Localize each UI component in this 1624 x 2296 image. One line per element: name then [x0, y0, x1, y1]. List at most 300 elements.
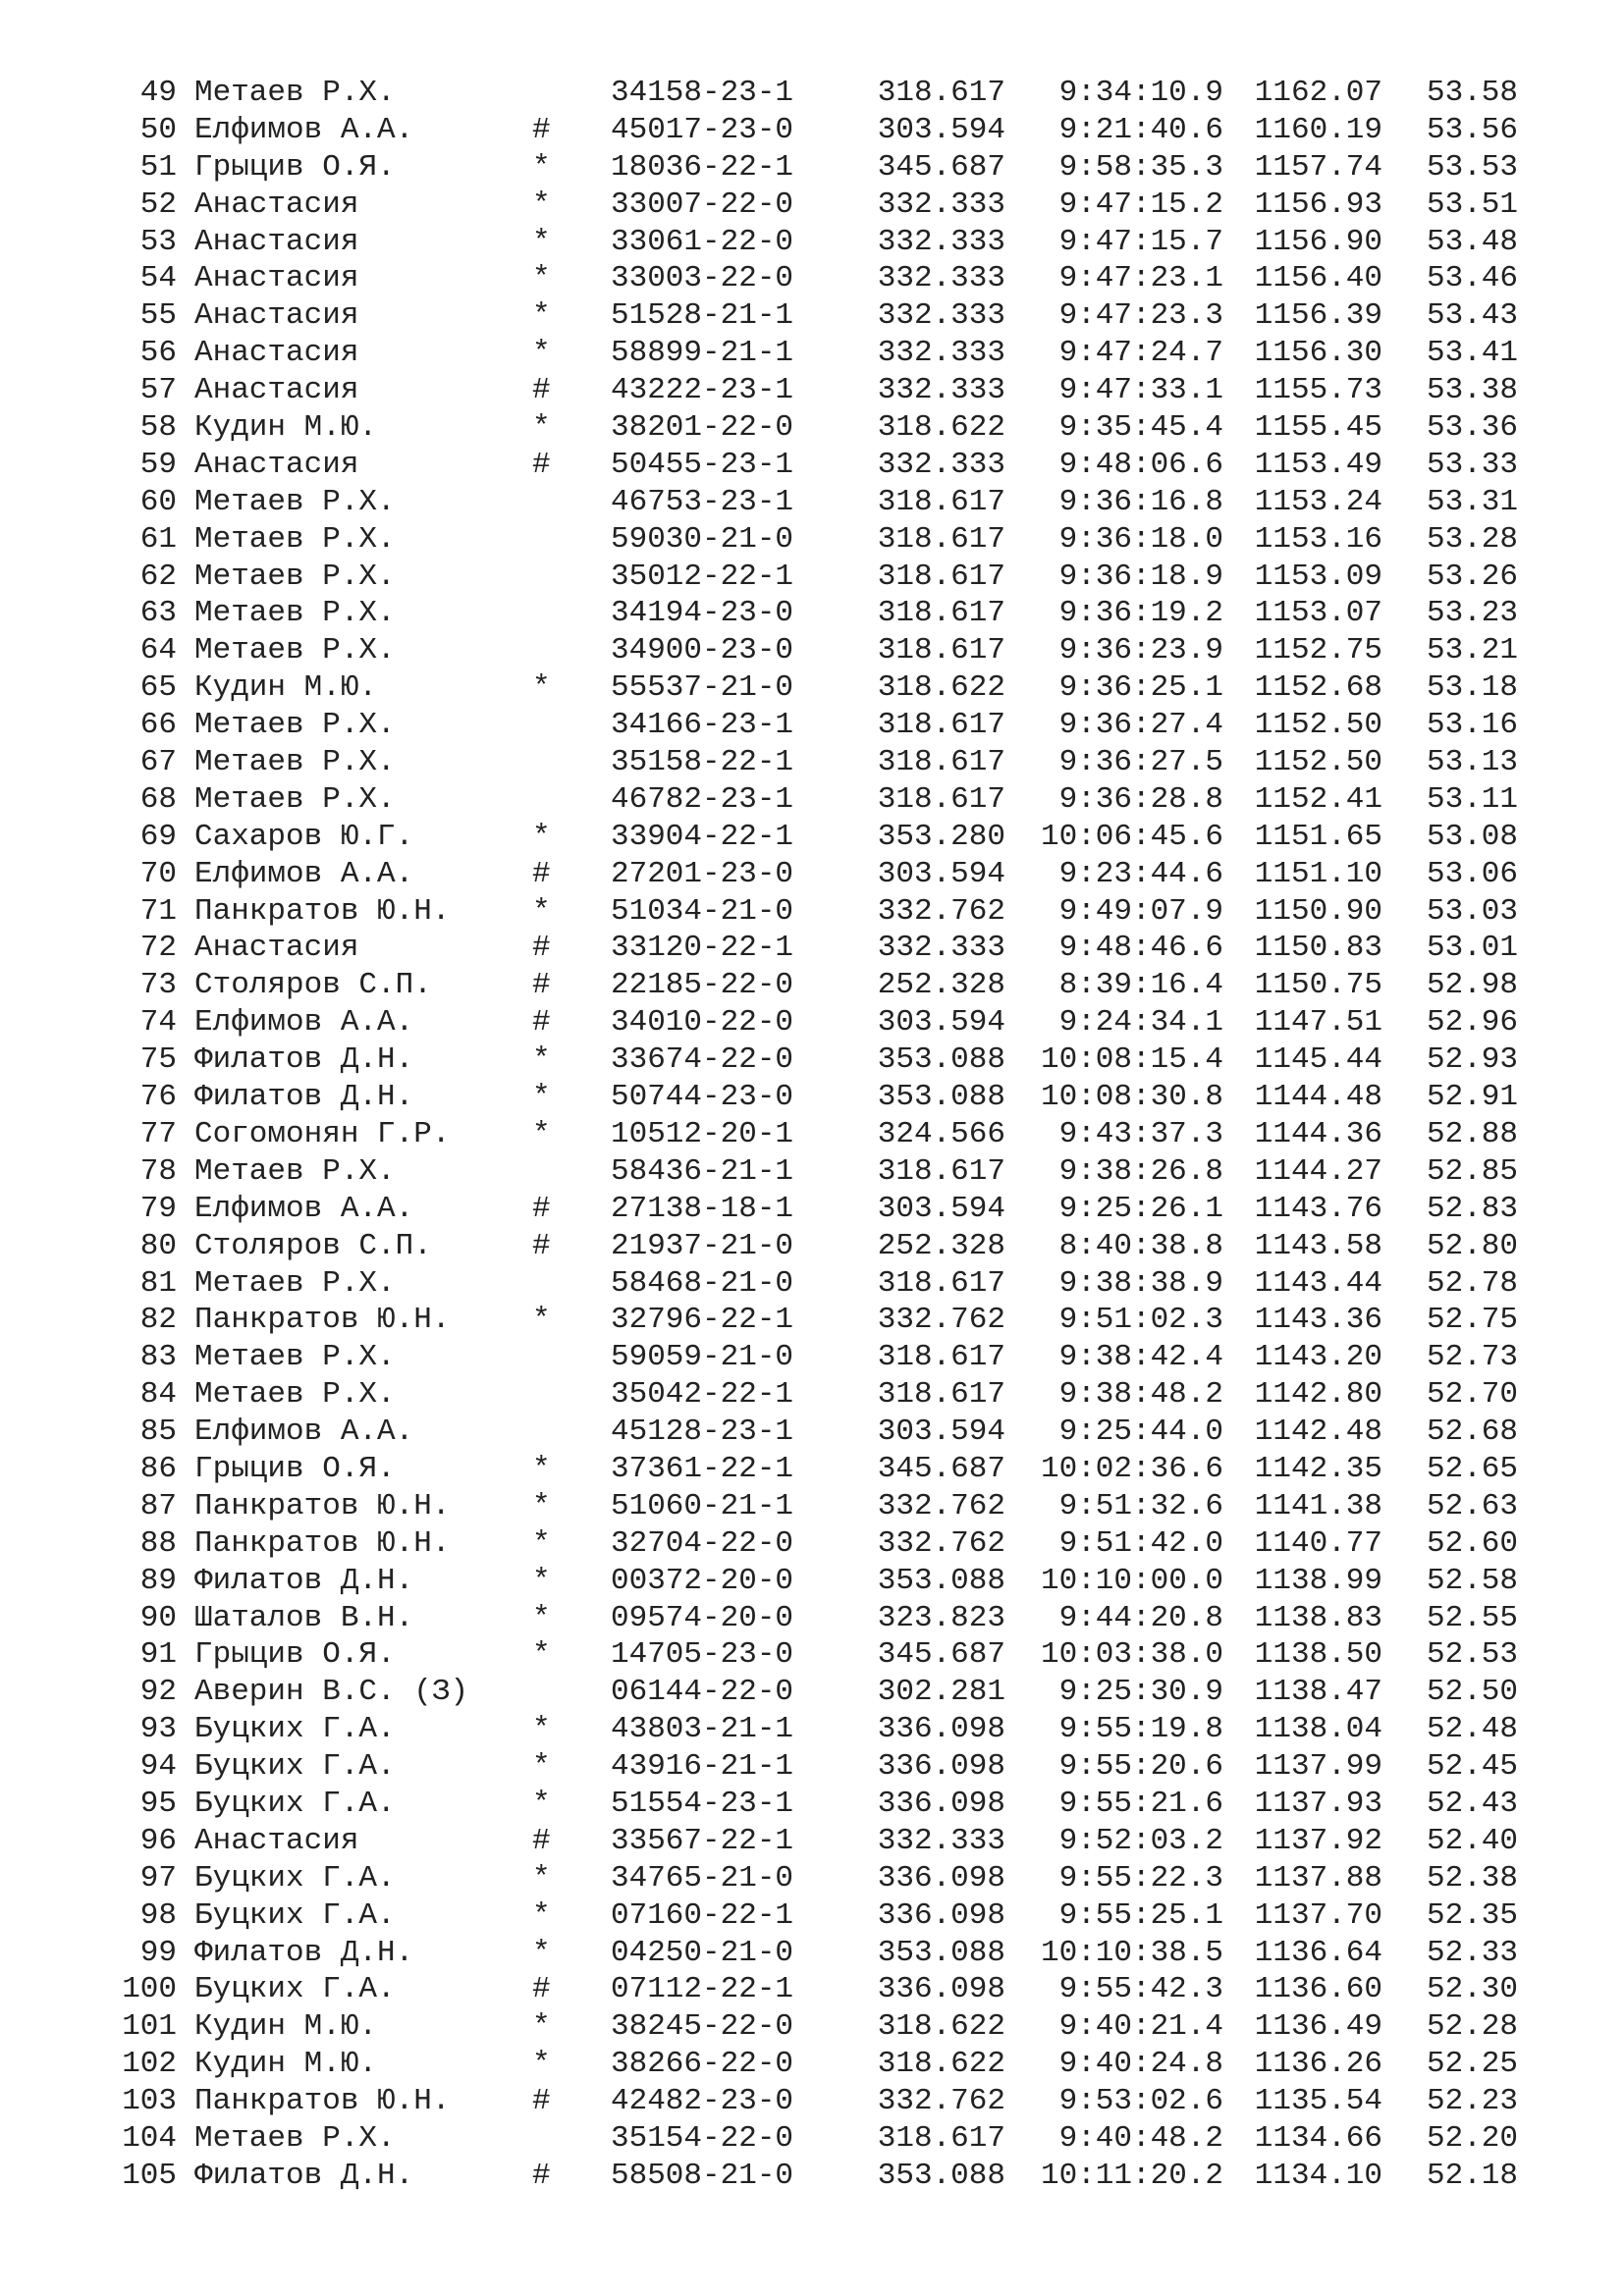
- rank-cell: 55: [139, 298, 177, 334]
- arrival-time-cell: 9:40:24.8: [1058, 2047, 1223, 2082]
- fancier-name-cell: Филатов Д.Н.: [194, 1935, 414, 1970]
- points-cell: 52.88: [1426, 1116, 1518, 1151]
- speed-cell: 1143.44: [1254, 1265, 1382, 1301]
- rank-cell: 101: [122, 2009, 177, 2045]
- speed-cell: 1150.75: [1254, 968, 1382, 1003]
- table-row: [0, 1302, 1624, 1339]
- mark-cell: *: [532, 336, 551, 371]
- fancier-name-cell: Буцких Г.А.: [194, 1972, 396, 2007]
- mark-cell: *: [532, 2009, 551, 2045]
- distance-cell: 332.762: [877, 1525, 1005, 1561]
- distance-cell: 353.088: [877, 1042, 1005, 1078]
- arrival-time-cell: 10:11:20.2: [1040, 2158, 1223, 2193]
- table-row: [0, 1860, 1624, 1897]
- distance-cell: 324.566: [877, 1116, 1005, 1151]
- distance-cell: 332.333: [877, 931, 1005, 966]
- fancier-name-cell: Буцких Г.А.: [194, 1712, 396, 1747]
- arrival-time-cell: 9:47:15.7: [1058, 224, 1223, 259]
- points-cell: 52.23: [1426, 2084, 1518, 2119]
- arrival-time-cell: 9:38:48.2: [1058, 1377, 1223, 1413]
- distance-cell: 303.594: [877, 112, 1005, 147]
- table-row: [0, 1414, 1624, 1451]
- mark-cell: *: [532, 1749, 551, 1785]
- arrival-time-cell: 9:25:44.0: [1058, 1415, 1223, 1450]
- table-row: [0, 856, 1624, 893]
- points-cell: 52.50: [1426, 1675, 1518, 1710]
- speed-cell: 1155.73: [1254, 373, 1382, 408]
- fancier-name-cell: Анастасия: [194, 1823, 359, 1858]
- table-row: [0, 781, 1624, 819]
- table-row: [0, 1191, 1624, 1228]
- ring-number-cell: 34166-23-1: [611, 708, 794, 743]
- ring-number-cell: 00372-20-0: [611, 1563, 794, 1598]
- mark-cell: *: [532, 1860, 551, 1896]
- mark-cell: *: [532, 2047, 551, 2082]
- distance-cell: 318.617: [877, 1340, 1005, 1375]
- fancier-name-cell: Анастасия: [194, 373, 359, 408]
- table-row: [0, 297, 1624, 335]
- points-cell: 53.16: [1426, 708, 1518, 743]
- ring-number-cell: 58468-21-0: [611, 1265, 794, 1301]
- ring-number-cell: 33904-22-1: [611, 819, 794, 854]
- speed-cell: 1142.48: [1254, 1415, 1382, 1450]
- rank-cell: 49: [139, 76, 177, 110]
- rank-cell: 78: [139, 1153, 177, 1189]
- points-cell: 52.53: [1426, 1637, 1518, 1673]
- table-row: [0, 1488, 1624, 1525]
- arrival-time-cell: 10:02:36.6: [1040, 1451, 1223, 1486]
- ring-number-cell: 33567-22-1: [611, 1823, 794, 1858]
- points-cell: 52.80: [1426, 1228, 1518, 1263]
- speed-cell: 1160.19: [1254, 112, 1382, 147]
- points-cell: 53.23: [1426, 596, 1518, 631]
- distance-cell: 332.762: [877, 1488, 1005, 1523]
- points-cell: 52.30: [1426, 1972, 1518, 2007]
- speed-cell: 1156.39: [1254, 298, 1382, 334]
- ring-number-cell: 35158-22-1: [611, 745, 794, 780]
- points-cell: 52.70: [1426, 1377, 1518, 1413]
- ring-number-cell: 32704-22-0: [611, 1525, 794, 1561]
- arrival-time-cell: 9:52:03.2: [1058, 1823, 1223, 1858]
- rank-cell: 71: [139, 893, 177, 929]
- table-row: [0, 893, 1624, 931]
- table-row: [0, 1636, 1624, 1674]
- rank-cell: 86: [139, 1451, 177, 1486]
- table-row: [0, 1935, 1624, 1972]
- speed-cell: 1155.45: [1254, 410, 1382, 446]
- speed-cell: 1136.26: [1254, 2047, 1382, 2082]
- speed-cell: 1152.41: [1254, 781, 1382, 817]
- speed-cell: 1137.99: [1254, 1749, 1382, 1785]
- ring-number-cell: 27201-23-0: [611, 856, 794, 891]
- distance-cell: 336.098: [877, 1972, 1005, 2007]
- table-row: [0, 707, 1624, 744]
- points-cell: 52.45: [1426, 1749, 1518, 1785]
- ring-number-cell: 38245-22-0: [611, 2009, 794, 2045]
- ring-number-cell: 58436-21-1: [611, 1153, 794, 1189]
- arrival-time-cell: 9:36:27.5: [1058, 745, 1223, 780]
- ring-number-cell: 34900-23-0: [611, 633, 794, 668]
- points-cell: 52.60: [1426, 1525, 1518, 1561]
- rank-cell: 68: [139, 781, 177, 817]
- arrival-time-cell: 9:25:30.9: [1058, 1675, 1223, 1710]
- speed-cell: 1137.92: [1254, 1823, 1382, 1858]
- rank-cell: 87: [139, 1488, 177, 1523]
- arrival-time-cell: 9:55:21.6: [1058, 1786, 1223, 1821]
- fancier-name-cell: Метаев Р.Х.: [194, 745, 396, 780]
- fancier-name-cell: Грыцив О.Я.: [194, 1451, 396, 1486]
- fancier-name-cell: Анастасия: [194, 261, 359, 296]
- points-cell: 53.43: [1426, 298, 1518, 334]
- fancier-name-cell: Сахаров Ю.Г.: [194, 819, 414, 854]
- mark-cell: *: [532, 410, 551, 446]
- ring-number-cell: 43803-21-1: [611, 1712, 794, 1747]
- ring-number-cell: 37361-22-1: [611, 1451, 794, 1486]
- rank-cell: 80: [139, 1228, 177, 1263]
- rank-cell: 96: [139, 1823, 177, 1858]
- fancier-name-cell: Буцких Г.А.: [194, 1749, 396, 1785]
- speed-cell: 1137.70: [1254, 1897, 1382, 1933]
- fancier-name-cell: Метаев Р.Х.: [194, 559, 396, 594]
- distance-cell: 318.622: [877, 410, 1005, 446]
- points-cell: 53.53: [1426, 149, 1518, 185]
- arrival-time-cell: 9:48:46.6: [1058, 931, 1223, 966]
- fancier-name-cell: Анастасия: [194, 187, 359, 222]
- arrival-time-cell: 9:25:26.1: [1058, 1191, 1223, 1226]
- mark-cell: *: [532, 1116, 551, 1151]
- table-row: [0, 669, 1624, 707]
- points-cell: 52.20: [1426, 2120, 1518, 2156]
- arrival-time-cell: 9:47:23.3: [1058, 298, 1223, 334]
- fancier-name-cell: Буцких Г.А.: [194, 1786, 396, 1821]
- distance-cell: 345.687: [877, 149, 1005, 185]
- arrival-time-cell: 9:24:34.1: [1058, 1005, 1223, 1041]
- fancier-name-cell: Елфимов А.А.: [194, 1415, 414, 1450]
- rank-cell: 61: [139, 521, 177, 557]
- points-cell: 52.68: [1426, 1415, 1518, 1450]
- distance-cell: 336.098: [877, 1860, 1005, 1896]
- rank-cell: 59: [139, 447, 177, 482]
- rank-cell: 103: [122, 2084, 177, 2119]
- ring-number-cell: 51528-21-1: [611, 298, 794, 334]
- distance-cell: 318.617: [877, 559, 1005, 594]
- rank-cell: 62: [139, 559, 177, 594]
- distance-cell: 318.622: [877, 670, 1005, 706]
- mark-cell: #: [532, 373, 551, 408]
- table-row: [0, 744, 1624, 781]
- rank-cell: 82: [139, 1303, 177, 1338]
- speed-cell: 1143.36: [1254, 1303, 1382, 1338]
- arrival-time-cell: 9:36:19.2: [1058, 596, 1223, 631]
- fancier-name-cell: Метаев Р.Х.: [194, 521, 396, 557]
- arrival-time-cell: 9:47:24.7: [1058, 336, 1223, 371]
- arrival-time-cell: 9:36:27.4: [1058, 708, 1223, 743]
- ring-number-cell: 38266-22-0: [611, 2047, 794, 2082]
- speed-cell: 1136.60: [1254, 1972, 1382, 2007]
- fancier-name-cell: Елфимов А.А.: [194, 1191, 414, 1226]
- table-row: [0, 930, 1624, 967]
- distance-cell: 332.333: [877, 298, 1005, 334]
- points-cell: 53.08: [1426, 819, 1518, 854]
- points-cell: 53.33: [1426, 447, 1518, 482]
- speed-cell: 1152.75: [1254, 633, 1382, 668]
- fancier-name-cell: Анастасия: [194, 447, 359, 482]
- rank-cell: 56: [139, 336, 177, 371]
- speed-cell: 1137.88: [1254, 1860, 1382, 1896]
- arrival-time-cell: 9:49:07.9: [1058, 893, 1223, 929]
- distance-cell: 336.098: [877, 1786, 1005, 1821]
- arrival-time-cell: 9:58:35.3: [1058, 149, 1223, 185]
- table-row: [0, 1041, 1624, 1079]
- ring-number-cell: 58899-21-1: [611, 336, 794, 371]
- table-row: [0, 595, 1624, 632]
- table-row: [0, 1079, 1624, 1116]
- ring-number-cell: 04250-21-0: [611, 1935, 794, 1970]
- table-row: [0, 1786, 1624, 1823]
- ring-number-cell: 43222-23-1: [611, 373, 794, 408]
- arrival-time-cell: 9:48:06.6: [1058, 447, 1223, 482]
- rank-cell: 99: [139, 1935, 177, 1970]
- mark-cell: *: [532, 298, 551, 334]
- ring-number-cell: 51034-21-0: [611, 893, 794, 929]
- distance-cell: 332.333: [877, 373, 1005, 408]
- speed-cell: 1138.83: [1254, 1600, 1382, 1635]
- arrival-time-cell: 9:55:20.6: [1058, 1749, 1223, 1785]
- arrival-time-cell: 9:44:20.8: [1058, 1600, 1223, 1635]
- rank-cell: 93: [139, 1712, 177, 1747]
- distance-cell: 345.687: [877, 1451, 1005, 1486]
- distance-cell: 353.280: [877, 819, 1005, 854]
- mark-cell: *: [532, 1935, 551, 1970]
- fancier-name-cell: Филатов Д.Н.: [194, 1042, 414, 1078]
- table-row: [0, 1971, 1624, 2008]
- mark-cell: *: [532, 1525, 551, 1561]
- fancier-name-cell: Панкратов Ю.Н.: [194, 1303, 451, 1338]
- rank-cell: 54: [139, 261, 177, 296]
- mark-cell: *: [532, 1600, 551, 1635]
- mark-cell: #: [532, 447, 551, 482]
- distance-cell: 318.617: [877, 708, 1005, 743]
- rank-cell: 94: [139, 1749, 177, 1785]
- arrival-time-cell: 9:36:18.0: [1058, 521, 1223, 557]
- mark-cell: *: [532, 149, 551, 185]
- table-row: [0, 1004, 1624, 1041]
- table-row: [0, 1674, 1624, 1711]
- points-cell: 52.98: [1426, 968, 1518, 1003]
- rank-cell: 102: [122, 2047, 177, 2082]
- mark-cell: *: [532, 1563, 551, 1598]
- arrival-time-cell: 9:53:02.6: [1058, 2084, 1223, 2119]
- arrival-time-cell: 9:55:19.8: [1058, 1712, 1223, 1747]
- ring-number-cell: 46782-23-1: [611, 781, 794, 817]
- mark-cell: *: [532, 1786, 551, 1821]
- arrival-time-cell: 9:35:45.4: [1058, 410, 1223, 446]
- table-row: [0, 967, 1624, 1004]
- rank-cell: 63: [139, 596, 177, 631]
- ring-number-cell: 55537-21-0: [611, 670, 794, 706]
- rank-cell: 67: [139, 745, 177, 780]
- table-row: [0, 1600, 1624, 1637]
- arrival-time-cell: 9:55:22.3: [1058, 1860, 1223, 1896]
- points-cell: 52.85: [1426, 1153, 1518, 1189]
- ring-number-cell: 07160-22-1: [611, 1897, 794, 1933]
- rank-cell: 92: [139, 1675, 177, 1710]
- rank-cell: 70: [139, 856, 177, 891]
- speed-cell: 1138.50: [1254, 1637, 1382, 1673]
- table-row: [0, 187, 1624, 224]
- rank-cell: 84: [139, 1377, 177, 1413]
- points-cell: 52.78: [1426, 1265, 1518, 1301]
- table-row: [0, 2120, 1624, 2158]
- points-cell: 52.43: [1426, 1786, 1518, 1821]
- rank-cell: 76: [139, 1080, 177, 1115]
- mark-cell: #: [532, 856, 551, 891]
- table-row: [0, 1711, 1624, 1748]
- distance-cell: 332.333: [877, 261, 1005, 296]
- ring-number-cell: 42482-23-0: [611, 2084, 794, 2119]
- speed-cell: 1162.07: [1254, 76, 1382, 110]
- mark-cell: *: [532, 1042, 551, 1078]
- distance-cell: 318.617: [877, 484, 1005, 519]
- fancier-name-cell: Панкратов Ю.Н.: [194, 1525, 451, 1561]
- rank-cell: 60: [139, 484, 177, 519]
- ring-number-cell: 58508-21-0: [611, 2158, 794, 2193]
- arrival-time-cell: 9:40:48.2: [1058, 2120, 1223, 2156]
- ring-number-cell: 43916-21-1: [611, 1749, 794, 1785]
- ring-number-cell: 35012-22-1: [611, 559, 794, 594]
- speed-cell: 1156.93: [1254, 187, 1382, 222]
- fancier-name-cell: Кудин М.Ю.: [194, 410, 378, 446]
- table-row: [0, 260, 1624, 297]
- fancier-name-cell: Метаев Р.Х.: [194, 633, 396, 668]
- speed-cell: 1134.66: [1254, 2120, 1382, 2156]
- rank-cell: 97: [139, 1860, 177, 1896]
- fancier-name-cell: Шаталов В.Н.: [194, 1600, 414, 1635]
- distance-cell: 332.762: [877, 893, 1005, 929]
- ring-number-cell: 33120-22-1: [611, 931, 794, 966]
- arrival-time-cell: 9:51:02.3: [1058, 1303, 1223, 1338]
- table-row: [0, 1823, 1624, 1860]
- points-cell: 52.58: [1426, 1563, 1518, 1598]
- ring-number-cell: 33003-22-0: [611, 261, 794, 296]
- ring-number-cell: 33061-22-0: [611, 224, 794, 259]
- fancier-name-cell: Анастасия: [194, 224, 359, 259]
- distance-cell: 318.617: [877, 76, 1005, 110]
- points-cell: 53.01: [1426, 931, 1518, 966]
- table-row: [0, 2158, 1624, 2195]
- rank-cell: 65: [139, 670, 177, 706]
- arrival-time-cell: 9:36:16.8: [1058, 484, 1223, 519]
- arrival-time-cell: 8:39:16.4: [1058, 968, 1223, 1003]
- mark-cell: *: [532, 1897, 551, 1933]
- points-cell: 52.65: [1426, 1451, 1518, 1486]
- speed-cell: 1153.16: [1254, 521, 1382, 557]
- table-row: [0, 1525, 1624, 1563]
- speed-cell: 1142.35: [1254, 1451, 1382, 1486]
- fancier-name-cell: Буцких Г.А.: [194, 1860, 396, 1896]
- distance-cell: 332.762: [877, 2084, 1005, 2119]
- fancier-name-cell: Буцких Г.А.: [194, 1897, 396, 1933]
- distance-cell: 353.088: [877, 1563, 1005, 1598]
- distance-cell: 332.333: [877, 224, 1005, 259]
- rank-cell: 64: [139, 633, 177, 668]
- rank-cell: 95: [139, 1786, 177, 1821]
- mark-cell: #: [532, 1005, 551, 1041]
- table-row: [0, 1228, 1624, 1265]
- arrival-time-cell: 10:08:30.8: [1040, 1080, 1223, 1115]
- distance-cell: 332.333: [877, 187, 1005, 222]
- speed-cell: 1140.77: [1254, 1525, 1382, 1561]
- rank-cell: 85: [139, 1415, 177, 1450]
- arrival-time-cell: 9:38:42.4: [1058, 1340, 1223, 1375]
- results-table: [0, 75, 1624, 2195]
- mark-cell: *: [532, 1637, 551, 1673]
- points-cell: 53.41: [1426, 336, 1518, 371]
- distance-cell: 336.098: [877, 1897, 1005, 1933]
- fancier-name-cell: Метаев Р.Х.: [194, 1340, 396, 1375]
- table-row: [0, 632, 1624, 669]
- distance-cell: 332.333: [877, 336, 1005, 371]
- speed-cell: 1134.10: [1254, 2158, 1382, 2193]
- speed-cell: 1152.50: [1254, 708, 1382, 743]
- distance-cell: 318.617: [877, 521, 1005, 557]
- fancier-name-cell: Грыцив О.Я.: [194, 149, 396, 185]
- table-row: [0, 1451, 1624, 1488]
- speed-cell: 1147.51: [1254, 1005, 1382, 1041]
- fancier-name-cell: Елфимов А.А.: [194, 112, 414, 147]
- distance-cell: 353.088: [877, 2158, 1005, 2193]
- rank-cell: 88: [139, 1525, 177, 1561]
- table-row: [0, 447, 1624, 484]
- arrival-time-cell: 9:47:33.1: [1058, 373, 1223, 408]
- distance-cell: 318.617: [877, 745, 1005, 780]
- mark-cell: #: [532, 2084, 551, 2119]
- rank-cell: 53: [139, 224, 177, 259]
- mark-cell: *: [532, 261, 551, 296]
- ring-number-cell: 35042-22-1: [611, 1377, 794, 1413]
- distance-cell: 332.333: [877, 447, 1005, 482]
- rank-cell: 74: [139, 1005, 177, 1041]
- fancier-name-cell: Анастасия: [194, 336, 359, 371]
- fancier-name-cell: Елфимов А.А.: [194, 1005, 414, 1041]
- points-cell: 52.73: [1426, 1340, 1518, 1375]
- distance-cell: 252.328: [877, 968, 1005, 1003]
- points-cell: 53.06: [1426, 856, 1518, 891]
- speed-cell: 1135.54: [1254, 2084, 1382, 2119]
- ring-number-cell: 34765-21-0: [611, 1860, 794, 1896]
- points-cell: 53.28: [1426, 521, 1518, 557]
- speed-cell: 1152.68: [1254, 670, 1382, 706]
- arrival-time-cell: 9:47:23.1: [1058, 261, 1223, 296]
- points-cell: 53.11: [1426, 781, 1518, 817]
- distance-cell: 336.098: [877, 1712, 1005, 1747]
- points-cell: 52.55: [1426, 1600, 1518, 1635]
- rank-cell: 69: [139, 819, 177, 854]
- distance-cell: 353.088: [877, 1935, 1005, 1970]
- rank-cell: 90: [139, 1600, 177, 1635]
- table-row: [0, 484, 1624, 521]
- ring-number-cell: 09574-20-0: [611, 1600, 794, 1635]
- mark-cell: #: [532, 2158, 551, 2193]
- ring-number-cell: 51060-21-1: [611, 1488, 794, 1523]
- rank-cell: 98: [139, 1897, 177, 1933]
- speed-cell: 1143.58: [1254, 1228, 1382, 1263]
- arrival-time-cell: 9:38:38.9: [1058, 1265, 1223, 1301]
- mark-cell: #: [532, 1972, 551, 2007]
- table-row: [0, 409, 1624, 447]
- distance-cell: 345.687: [877, 1637, 1005, 1673]
- speed-cell: 1153.24: [1254, 484, 1382, 519]
